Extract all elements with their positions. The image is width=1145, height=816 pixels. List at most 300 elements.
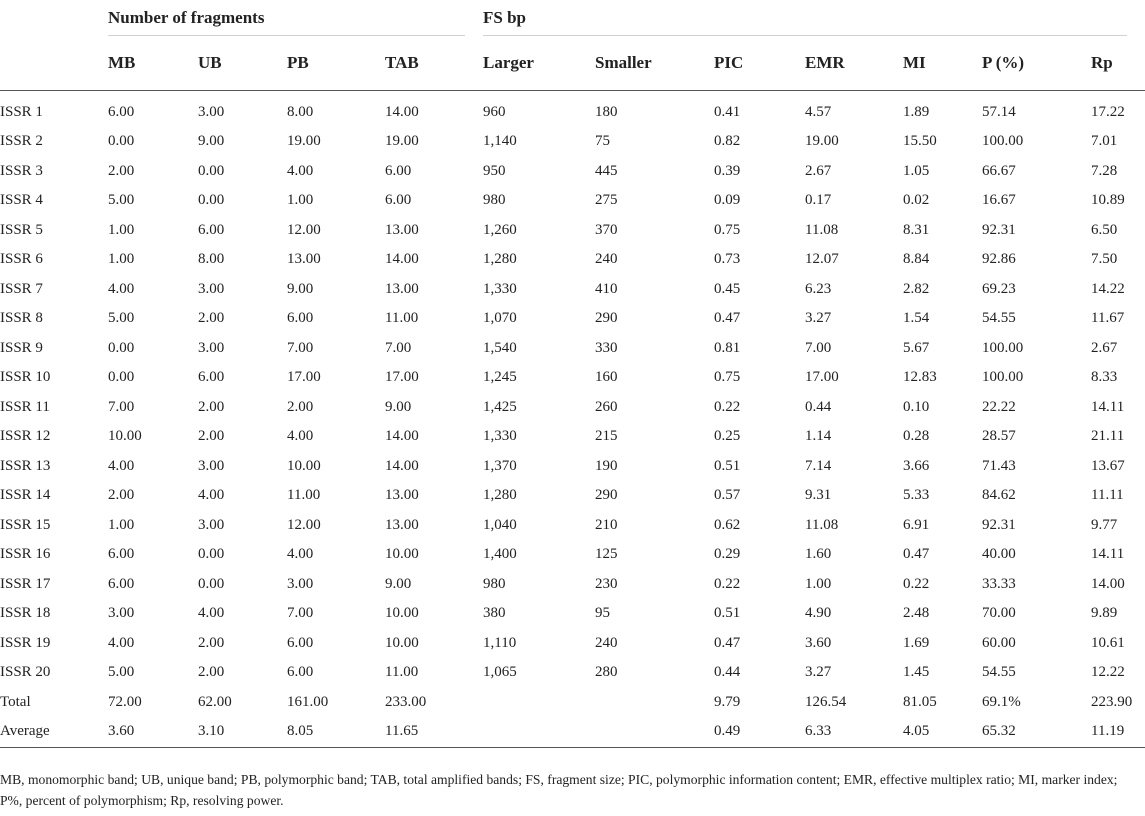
table-cell: 0.81 [714, 339, 741, 356]
table-row [0, 629, 1145, 659]
table-cell: 11.08 [805, 516, 839, 533]
table-cell: 190 [595, 457, 618, 474]
table-cell: 6.23 [805, 280, 832, 297]
table-cell: 980 [483, 192, 506, 209]
table-cell: 10.00 [385, 546, 419, 563]
table-footnote: MB, monomorphic band; UB, unique band; PB, polymorphic band; TAB, total amplified bands; FS, fragment size; PIC, polymorphic information content; EMR, effective multiplex ratio; MI, marker index; P%, percent of polymorphism; Rp, resolving power. [0, 772, 1118, 808]
table-cell: 10.00 [385, 605, 419, 622]
table-cell: 0.22 [714, 398, 741, 415]
table-cell: 0.41 [714, 103, 741, 120]
table-cell: 9.89 [1091, 605, 1118, 622]
table-cell: 1.00 [805, 575, 832, 592]
table-cell: 0.51 [714, 457, 741, 474]
table-cell: 4.05 [903, 717, 982, 747]
table-cell: 7.00 [287, 339, 314, 356]
table-cell: 15.50 [903, 133, 937, 150]
row-label: ISSR 13 [0, 457, 51, 474]
table-cell: 0.44 [805, 398, 832, 415]
table-cell: 0.28 [903, 428, 930, 445]
table-cell: 14.00 [385, 457, 419, 474]
table-cell: 100.00 [982, 369, 1024, 386]
table-cell: 6.00 [108, 103, 135, 120]
table-cell: 28.57 [982, 428, 1016, 445]
table-cell: 3.00 [198, 339, 225, 356]
row-label: ISSR 18 [0, 605, 51, 622]
row-label: Total [0, 693, 31, 710]
table-cell: 4.00 [198, 605, 225, 622]
table-cell: 0.29 [714, 546, 741, 563]
table-cell: 7.50 [1091, 251, 1118, 268]
table-cell: 9.00 [385, 575, 412, 592]
table-cell: 14.00 [385, 251, 419, 268]
table-cell: 7.00 [805, 339, 832, 356]
table-cell: 233.00 [385, 693, 427, 710]
table-cell: 0.17 [805, 192, 832, 209]
column-header: UB [198, 36, 287, 91]
table-cell: 3.66 [903, 457, 930, 474]
table-cell: 69.1% [982, 693, 1021, 710]
table-cell: 290 [595, 487, 618, 504]
table-cell: 54.55 [982, 664, 1016, 681]
table-cell: 13.00 [385, 487, 419, 504]
table-cell: 125 [595, 546, 618, 563]
column-header: Smaller [595, 36, 714, 91]
column-header-row-label [0, 36, 108, 91]
table-cell: 4.00 [198, 487, 225, 504]
row-label: ISSR 5 [0, 221, 43, 238]
row-label: ISSR 10 [0, 369, 51, 386]
table-cell: 3.00 [287, 575, 314, 592]
table-cell: 0.47 [714, 634, 741, 651]
table-cell: 3.60 [108, 717, 198, 747]
table-cell: 0.09 [714, 192, 741, 209]
table-cell: 1.54 [903, 310, 930, 327]
table-row [0, 334, 1145, 364]
table-cell: 54.55 [982, 310, 1016, 327]
table-cell: 3.10 [198, 717, 287, 747]
table-cell: 1,040 [483, 516, 517, 533]
table-cell: 11.19 [1091, 717, 1145, 747]
column-header: PIC [714, 36, 805, 91]
table-cell: 11.67 [1091, 310, 1125, 327]
table-cell: 8.05 [287, 717, 385, 747]
table-cell: 210 [595, 516, 618, 533]
table-row [0, 91, 1145, 128]
table-cell: 10.00 [287, 457, 321, 474]
table-cell: 66.67 [982, 162, 1016, 179]
table-cell: 6.00 [385, 162, 412, 179]
row-label: ISSR 4 [0, 192, 43, 209]
table-cell: 12.83 [903, 369, 937, 386]
row-label: ISSR 9 [0, 339, 43, 356]
table-cell: 9.31 [805, 487, 832, 504]
table-cell: 84.62 [982, 487, 1016, 504]
row-label: ISSR 15 [0, 516, 51, 533]
table-cell: 0.44 [714, 664, 741, 681]
table-cell: 2.82 [903, 280, 930, 297]
table-cell: 2.00 [108, 162, 135, 179]
column-header: P (%) [982, 36, 1091, 91]
table-cell: 7.00 [108, 398, 135, 415]
table-row [0, 393, 1145, 423]
table-cell [483, 717, 595, 747]
table-cell: 290 [595, 310, 618, 327]
table-cell: 3.00 [108, 605, 135, 622]
table-cell: 1,370 [483, 457, 517, 474]
table-cell: 4.00 [287, 162, 314, 179]
table-cell: 1.00 [108, 221, 135, 238]
table-cell: 12.00 [287, 221, 321, 238]
table-cell: 6.00 [108, 546, 135, 563]
table-cell: 4.00 [108, 634, 135, 651]
table-cell: 2.00 [198, 310, 225, 327]
table-row [0, 511, 1145, 541]
table-cell: 14.11 [1091, 398, 1125, 415]
table-cell: 92.31 [982, 516, 1016, 533]
table-cell: 95 [595, 605, 610, 622]
table-cell: 2.67 [805, 162, 832, 179]
table-row [0, 688, 1145, 718]
table-cell: 0.00 [198, 575, 225, 592]
table-cell: 33.33 [982, 575, 1016, 592]
table-cell: 1.00 [108, 251, 135, 268]
group-header-spacer [0, 0, 108, 36]
table-cell: 7.28 [1091, 162, 1118, 179]
table-cell: 6.50 [1091, 221, 1118, 238]
table-cell: 7.14 [805, 457, 832, 474]
table-cell: 13.67 [1091, 457, 1125, 474]
table-cell: 260 [595, 398, 618, 415]
table-cell: 0.47 [903, 546, 930, 563]
table-cell: 40.00 [982, 546, 1016, 563]
table-cell: 0.75 [714, 369, 741, 386]
table-cell: 0.00 [108, 133, 135, 150]
group-header-row [0, 0, 1145, 36]
column-header: PB [287, 36, 385, 91]
row-label: ISSR 19 [0, 634, 51, 651]
table-cell: 17.00 [805, 369, 839, 386]
table-row [0, 422, 1145, 452]
table-cell: 1.89 [903, 103, 930, 120]
table-cell: 1,140 [483, 133, 517, 150]
table-body [0, 91, 1145, 748]
table-cell: 11.00 [287, 487, 321, 504]
table-row [0, 540, 1145, 570]
table-cell: 2.00 [198, 428, 225, 445]
table-cell: 0.10 [903, 398, 930, 415]
table-cell: 240 [595, 634, 618, 651]
table-cell: 6.00 [287, 310, 314, 327]
table-cell: 3.27 [805, 310, 832, 327]
table-cell: 11.00 [385, 310, 419, 327]
table-cell: 0.51 [714, 605, 741, 622]
table-cell: 19.00 [385, 133, 419, 150]
table-cell: 57.14 [982, 103, 1016, 120]
table-cell: 3.00 [198, 103, 225, 120]
table-cell: 0.00 [198, 162, 225, 179]
table-cell: 2.00 [198, 664, 225, 681]
table-cell: 0.75 [714, 221, 741, 238]
table-row [0, 216, 1145, 246]
table-cell: 8.00 [287, 103, 314, 120]
table-cell: 3.00 [198, 280, 225, 297]
table-cell: 223.90 [1091, 693, 1133, 710]
table-cell [595, 688, 714, 718]
table-cell: 4.00 [287, 546, 314, 563]
table-cell: 6.00 [385, 192, 412, 209]
row-label: ISSR 8 [0, 310, 43, 327]
row-label: ISSR 11 [0, 398, 50, 415]
table-cell: 9.79 [714, 693, 741, 710]
table-cell: 0.47 [714, 310, 741, 327]
row-label: ISSR 16 [0, 546, 51, 563]
table-cell: 1.69 [903, 634, 930, 651]
column-header: TAB [385, 36, 483, 91]
table-row [0, 481, 1145, 511]
table-cell: 280 [595, 664, 618, 681]
table-cell: 70.00 [982, 605, 1016, 622]
table-cell: 6.00 [198, 221, 225, 238]
row-label: ISSR 6 [0, 251, 43, 268]
table-cell: 1,280 [483, 251, 517, 268]
table-cell: 1.45 [903, 664, 930, 681]
table-cell: 6.00 [287, 664, 314, 681]
table-cell: 1.05 [903, 162, 930, 179]
table-cell: 1,110 [483, 634, 517, 651]
row-label: ISSR 17 [0, 575, 51, 592]
table-cell: 1,330 [483, 428, 517, 445]
table-cell: 14.00 [1091, 575, 1125, 592]
table-cell: 5.00 [108, 310, 135, 327]
table-cell: 126.54 [805, 693, 847, 710]
table-cell: 92.86 [982, 251, 1016, 268]
table-cell: 19.00 [287, 133, 321, 150]
table-row [0, 717, 1145, 747]
table-cell [483, 688, 595, 718]
table-cell: 0.22 [903, 575, 930, 592]
table-row [0, 245, 1145, 275]
table-cell: 5.67 [903, 339, 930, 356]
table-cell: 0.00 [108, 369, 135, 386]
table-cell: 10.00 [108, 428, 142, 445]
table-cell: 6.00 [108, 575, 135, 592]
table-cell: 81.05 [903, 693, 937, 710]
table-cell: 1,065 [483, 664, 517, 681]
table-cell: 19.00 [805, 133, 839, 150]
table-cell: 0.39 [714, 162, 741, 179]
table-cell: 3.00 [198, 457, 225, 474]
table-cell: 161.00 [287, 693, 329, 710]
table-cell: 0.82 [714, 133, 741, 150]
table-cell: 4.90 [805, 605, 832, 622]
table-cell: 13.00 [287, 251, 321, 268]
table-cell: 2.00 [198, 634, 225, 651]
group-header-fs: FS bp [483, 0, 1145, 36]
table-cell: 0.00 [198, 192, 225, 209]
table-cell: 1.14 [805, 428, 832, 445]
table-cell: 1,070 [483, 310, 517, 327]
row-label: ISSR 1 [0, 103, 43, 120]
table-cell: 65.32 [982, 717, 1091, 747]
table-cell: 1,400 [483, 546, 517, 563]
table-cell: 4.00 [287, 428, 314, 445]
table-cell: 1.00 [287, 192, 314, 209]
table-cell [595, 717, 714, 747]
table-cell: 9.77 [1091, 516, 1118, 533]
table-cell: 2.67 [1091, 339, 1118, 356]
table-cell: 215 [595, 428, 618, 445]
table-cell: 7.00 [385, 339, 412, 356]
table-cell: 0.45 [714, 280, 741, 297]
table-cell: 4.00 [108, 280, 135, 297]
table-cell: 230 [595, 575, 618, 592]
table-cell: 410 [595, 280, 618, 297]
table-cell: 14.00 [385, 103, 419, 120]
table-cell: 16.67 [982, 192, 1016, 209]
table-row [0, 275, 1145, 305]
table-cell: 0.00 [108, 339, 135, 356]
table-cell: 1,245 [483, 369, 517, 386]
table-cell: 2.00 [287, 398, 314, 415]
table-cell: 7.00 [287, 605, 314, 622]
table-cell: 1.60 [805, 546, 832, 563]
table-cell: 0.49 [714, 717, 805, 747]
column-header: EMR [805, 36, 903, 91]
table-cell: 0.73 [714, 251, 741, 268]
table-cell: 7.01 [1091, 133, 1118, 150]
table-cell: 6.33 [805, 717, 903, 747]
table-cell: 9.00 [198, 133, 225, 150]
table-cell: 72.00 [108, 693, 142, 710]
table-cell: 100.00 [982, 133, 1024, 150]
table-row [0, 570, 1145, 600]
table-cell: 69.23 [982, 280, 1016, 297]
table-cell: 0.57 [714, 487, 741, 504]
row-label: ISSR 7 [0, 280, 43, 297]
row-label: ISSR 2 [0, 133, 43, 150]
column-header: MB [108, 36, 198, 91]
table-cell: 0.00 [198, 546, 225, 563]
table-row [0, 658, 1145, 688]
table-cell: 11.08 [805, 221, 839, 238]
table-cell: 1,280 [483, 487, 517, 504]
row-label: ISSR 3 [0, 162, 43, 179]
table-cell: 9.00 [287, 280, 314, 297]
table-row [0, 599, 1145, 629]
table-cell: 4.57 [805, 103, 832, 120]
table-cell: 2.00 [108, 487, 135, 504]
table-cell: 17.22 [1091, 103, 1125, 120]
table-row [0, 157, 1145, 187]
table-cell: 10.89 [1091, 192, 1125, 209]
row-label: Average [0, 717, 108, 747]
table-cell: 330 [595, 339, 618, 356]
table-cell: 8.84 [903, 251, 930, 268]
table-cell: 240 [595, 251, 618, 268]
table-cell: 3.00 [198, 516, 225, 533]
table-row [0, 304, 1145, 334]
table-cell: 160 [595, 369, 618, 386]
group-header-fragments: Number of fragments [108, 0, 483, 36]
table-cell: 2.00 [198, 398, 225, 415]
table-cell: 10.00 [385, 634, 419, 651]
table-cell: 5.00 [108, 192, 135, 209]
table-cell: 11.00 [385, 664, 419, 681]
table-cell: 3.27 [805, 664, 832, 681]
row-label: ISSR 12 [0, 428, 51, 445]
table-cell: 75 [595, 133, 610, 150]
table-cell: 62.00 [198, 693, 232, 710]
table-row [0, 363, 1145, 393]
table-cell: 12.07 [805, 251, 839, 268]
table-cell: 8.33 [1091, 369, 1118, 386]
table-cell: 17.00 [385, 369, 419, 386]
table-cell: 14.00 [385, 428, 419, 445]
table-cell: 17.00 [287, 369, 321, 386]
table-cell: 1,330 [483, 280, 517, 297]
table-cell: 5.33 [903, 487, 930, 504]
table-cell: 445 [595, 162, 618, 179]
table-cell: 960 [483, 103, 506, 120]
table-cell: 1.00 [108, 516, 135, 533]
table-cell: 8.31 [903, 221, 930, 238]
table-cell: 380 [483, 605, 506, 622]
table-row [0, 186, 1145, 216]
table-cell: 10.61 [1091, 634, 1125, 651]
table-cell: 12.22 [1091, 664, 1125, 681]
table-cell: 2.48 [903, 605, 930, 622]
table-cell: 92.31 [982, 221, 1016, 238]
table-cell: 0.02 [903, 192, 930, 209]
table-cell: 1,260 [483, 221, 517, 238]
table-cell: 275 [595, 192, 618, 209]
table-cell: 180 [595, 103, 618, 120]
column-header: MI [903, 36, 982, 91]
table-cell: 100.00 [982, 339, 1024, 356]
table-cell: 13.00 [385, 221, 419, 238]
row-label: ISSR 14 [0, 487, 51, 504]
table-cell: 9.00 [385, 398, 412, 415]
table-cell: 13.00 [385, 516, 419, 533]
table-cell: 6.00 [287, 634, 314, 651]
table-row [0, 127, 1145, 157]
table-cell: 8.00 [198, 251, 225, 268]
table-cell: 4.00 [108, 457, 135, 474]
table-cell: 950 [483, 162, 506, 179]
table-cell: 14.22 [1091, 280, 1125, 297]
table-cell: 6.91 [903, 516, 930, 533]
table-cell: 21.11 [1091, 428, 1125, 445]
table-cell: 12.00 [287, 516, 321, 533]
table-cell: 11.65 [385, 717, 483, 747]
table-cell: 0.25 [714, 428, 741, 445]
table-cell: 1,540 [483, 339, 517, 356]
table-cell: 3.60 [805, 634, 832, 651]
column-header: Rp [1091, 36, 1145, 91]
table-cell: 0.22 [714, 575, 741, 592]
table-cell: 5.00 [108, 664, 135, 681]
table-cell: 370 [595, 221, 618, 238]
column-header-row [0, 36, 1145, 91]
table-cell: 13.00 [385, 280, 419, 297]
table-cell: 0.62 [714, 516, 741, 533]
table-cell: 22.22 [982, 398, 1016, 415]
table-row [0, 452, 1145, 482]
table-cell: 14.11 [1091, 546, 1125, 563]
table-cell: 1,425 [483, 398, 517, 415]
table-cell: 980 [483, 575, 506, 592]
table-cell: 11.11 [1091, 487, 1124, 504]
